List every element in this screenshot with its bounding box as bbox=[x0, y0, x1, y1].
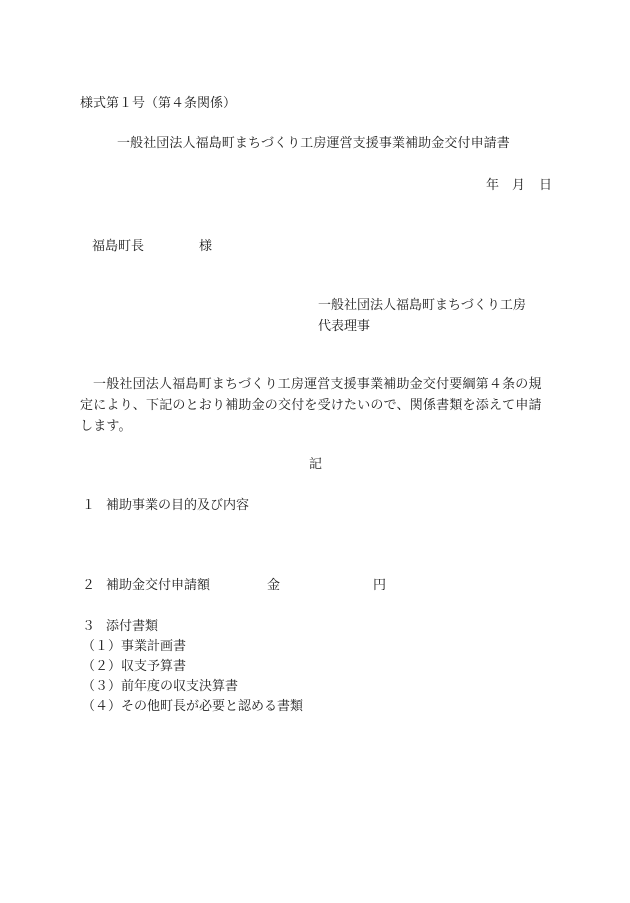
item-3-number: ３ bbox=[82, 619, 96, 634]
date-year: 年 bbox=[486, 178, 500, 193]
addressee-honorific: 様 bbox=[199, 239, 213, 254]
amount-unit: 円 bbox=[373, 578, 387, 593]
applicant-representative: 代表理事 bbox=[318, 319, 371, 334]
applicant-organization: 一般社団法人福島町まちづくり工房 bbox=[318, 298, 526, 313]
attachment-item: （２）収支予算書 bbox=[82, 659, 187, 674]
addressee-name: 福島町長 bbox=[92, 239, 145, 254]
item-2-label: 補助金交付申請額 bbox=[106, 578, 211, 593]
item-1-label: 補助事業の目的及び内容 bbox=[106, 498, 250, 513]
attachment-item: （３）前年度の収支決算書 bbox=[82, 679, 239, 694]
ki-heading: 記 bbox=[309, 457, 323, 472]
amount-prefix: 金 bbox=[267, 578, 281, 593]
item-1-number: １ bbox=[82, 498, 96, 513]
attachment-item: （４）その他町長が必要と認める書類 bbox=[82, 699, 304, 714]
item-2-number: ２ bbox=[82, 578, 96, 593]
form-number: 様式第１号（第４条関係） bbox=[80, 96, 237, 111]
application-body-text: 一般社団法人福島町まちづくり工房運営支援事業補助金交付要綱第４条の規定により、下記のとおり補助金の交付を受けたいので、関係書類を添えて申請します。 bbox=[80, 377, 542, 434]
form-title: 一般社団法人福島町まちづくり工房運営支援事業補助金交付申請書 bbox=[117, 136, 510, 151]
item-3-label: 添付書類 bbox=[106, 619, 159, 634]
date-day: 日 bbox=[539, 178, 553, 193]
attachment-item: （１）事業計画書 bbox=[82, 639, 187, 654]
date-month: 月 bbox=[512, 178, 526, 193]
